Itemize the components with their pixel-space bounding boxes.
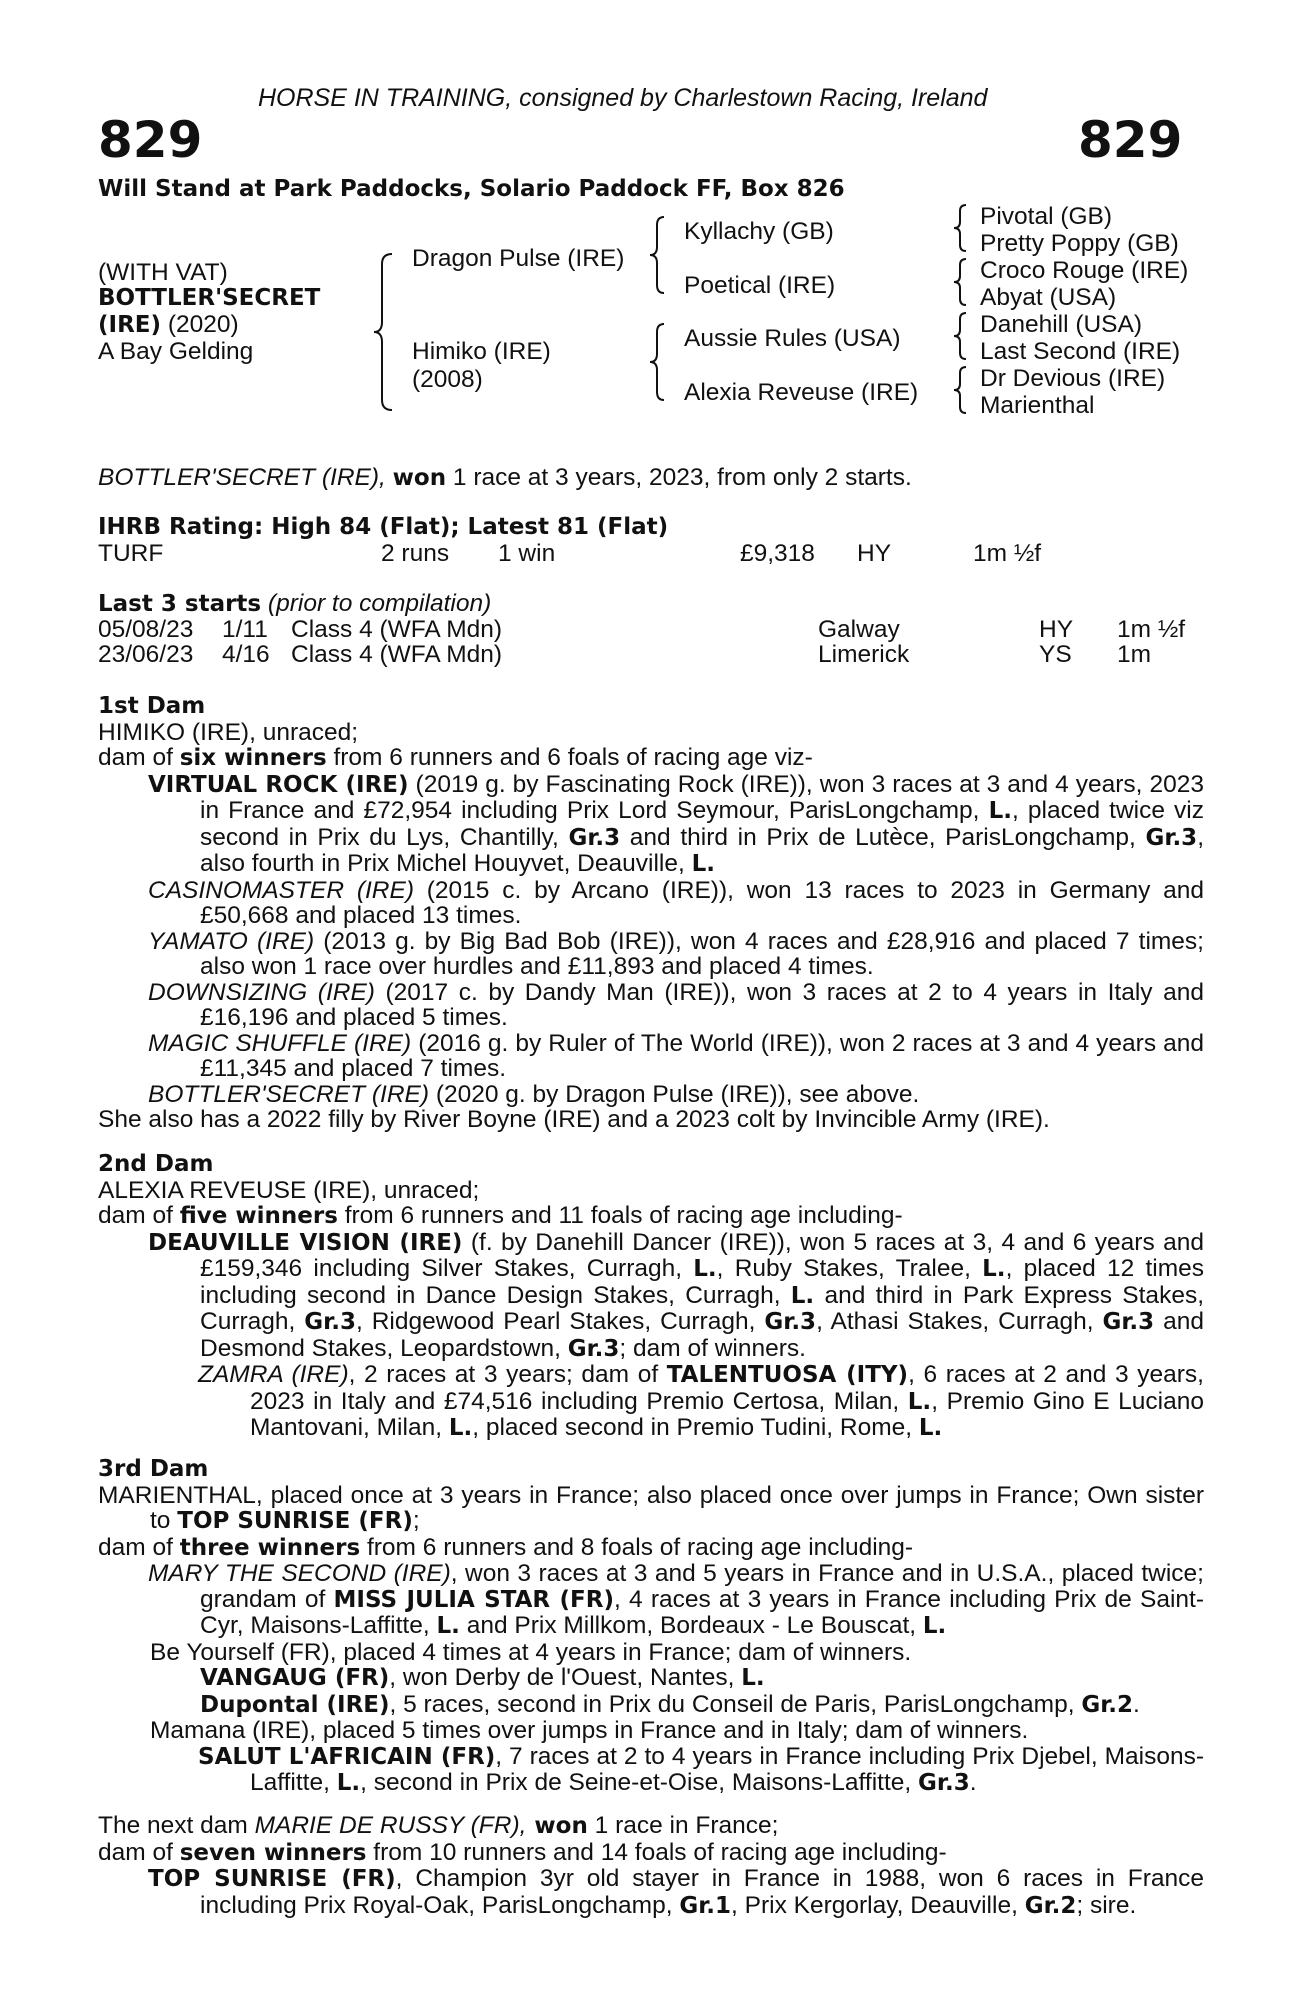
produce-yamato: YAMATO (IRE) (2013 g. by Big Bad Bob (IRE)), won 4 races and £28,916 and placed 7 times; also won 1 race over hurdles and £11,893 and placed 4 times. (148, 927, 1204, 980)
next-dam-section (98, 1813, 1204, 1919)
horse-origin: (IRE) (98, 312, 162, 338)
rating-title: IHRB Rating: High 84 (Flat); Latest 81 (Flat) (98, 514, 669, 540)
rating-wins: 1 win (498, 540, 556, 567)
lot-number-right: 829 (1078, 111, 1183, 169)
rating-distance: 1m ½f (973, 540, 1042, 567)
first-dam-line2: dam of six winners from 6 runners and 6 foals of racing age viz- (98, 744, 813, 771)
start-going-2: YS (1039, 641, 1072, 668)
produce-top-sunrise: TOP SUNRISE (FR), Champion 3yr old stayer in France in 1988, won 6 races in France including Prix Royal-Oak, ParisLongchamp, Gr.1, Prix Kergorlay, Deauville, Gr.2; sire. (148, 1865, 1205, 1919)
first-dam-section (98, 694, 1204, 1133)
start-going-1: HY (1039, 616, 1074, 643)
start-dist-1: 1m ½f (1117, 616, 1186, 643)
pedigree-sdd: Abyat (USA) (980, 284, 1117, 311)
summary-won: won (392, 465, 447, 491)
pedigree-brace-3 (952, 311, 968, 361)
produce-vangaug: VANGAUG (FR), won Derby de l'Ouest, Nantes, L. (200, 1664, 765, 1691)
pedigree-ssd: Pretty Poppy (GB) (980, 230, 1179, 257)
next-dam-line2: dam of seven winners from 10 runners and 14 foals of racing age including- (98, 1838, 947, 1866)
pedigree-sire-dam: Poetical (IRE) (684, 272, 836, 299)
first-dam-line1: HIMIKO (IRE), unraced; (98, 718, 359, 746)
produce-downsizing: DOWNSIZING (IRE) (2017 c. by Dandy Man (IRE)), won 3 races at 2 to 4 years in Italy and £16,196 and placed 5 times. (148, 978, 1204, 1031)
third-dam-line1: MARIENTHAL, placed once at 3 years in France; also placed once over jumps in France; Own sister to TOP SUNRISE (FR); (98, 1481, 1204, 1534)
produce-deauville-vision: DEAUVILLE VISION (IRE) (f. by Danehill Dancer (IRE)), won 5 races at 3, 4 and 6 years and £159,346 including Silver Stakes, Curragh, L., Ruby Stakes, Tralee, L., placed 12 times including second in Dance Design Stakes, Curragh, L. and third in Park Express Stakes, Curragh, Gr.3, Ridgewood Pearl Stakes, Curragh, Gr.3, Athasi Stakes, Curragh, Gr.3 and Desmond Stakes, Leopardstown, Gr.3; dam of winners. (148, 1228, 1204, 1362)
second-dam-title: 2nd Dam (98, 1151, 214, 1177)
start-date-1: 05/08/23 (98, 616, 194, 643)
stand-location: Will Stand at Park Paddocks, Solario Paddock FF, Box 826 (98, 176, 845, 202)
pedigree-dam-year: (2008) (412, 366, 483, 393)
summary-name: BOTTLER'SECRET (IRE), (98, 464, 386, 491)
start-pos-2: 4/16 (222, 641, 270, 668)
start-course-1: Galway (818, 616, 900, 643)
rating-surface: TURF (98, 540, 164, 567)
produce-dupontal: Dupontal (IRE), 5 races, second in Prix du Conseil de Paris, ParisLongchamp, Gr.2. (200, 1690, 1140, 1718)
start-dist-2: 1m (1117, 641, 1152, 668)
start-class-2: Class 4 (WFA Mdn) (291, 641, 503, 668)
pedigree-sss: Pivotal (GB) (980, 203, 1113, 230)
produce-magic-shuffle: MAGIC SHUFFLE (IRE) (2016 g. by Ruler of The World (IRE)), won 2 races at 3 and 4 years and £11,345 and placed 7 times. (148, 1029, 1204, 1082)
pedigree-dss: Danehill (USA) (980, 311, 1143, 338)
last-starts-note: (prior to compilation) (261, 590, 492, 617)
horse-year: (2020) (161, 311, 239, 338)
produce-virtual-rock: VIRTUAL ROCK (IRE) (2019 g. by Fascinating Rock (IRE)), won 3 races at 3 and 4 years, 2023 in France and £72,954 including Prix Lord Seymour, ParisLongchamp, L., placed twice viz second in Prix du Lys, Chantilly, Gr.3 and third in Prix de Lutèce, ParisLongchamp, Gr.3, also fourth in Prix Michel Houyvet, Deauville, L. (148, 770, 1204, 877)
pedigree-sire: Dragon Pulse (IRE) (412, 245, 625, 272)
produce-bottlers-secret: BOTTLER'SECRET (IRE) (2020 g. by Dragon Pulse (IRE)), see above. (148, 1080, 920, 1108)
start-course-2: Limerick (818, 641, 910, 668)
produce-mamana: Mamana (IRE), placed 5 times over jumps in France and in Italy; dam of winners. (150, 1717, 1029, 1744)
pedigree-sds: Croco Rouge (IRE) (980, 257, 1189, 284)
second-dam-line2: dam of five winners from 6 runners and 11 foals of racing age including- (98, 1202, 903, 1229)
pedigree-dsd: Last Second (IRE) (980, 338, 1181, 365)
rating-going: HY (857, 540, 892, 567)
horse-origin-year (98, 312, 239, 339)
vat-note: (WITH VAT) (98, 259, 228, 286)
start-date-2: 23/06/23 (98, 641, 194, 668)
next-dam-line1: The next dam MARIE DE RUSSY (FR), won 1 race in France; (98, 1812, 779, 1839)
last-starts-title: Last 3 starts (98, 591, 262, 617)
pedigree-dam-sire: Aussie Rules (USA) (684, 325, 901, 352)
pedigree-dam-dam: Alexia Reveuse (IRE) (684, 379, 919, 406)
produce-zamra: ZAMRA (IRE), 2 races at 3 years; dam of TALENTUOSA (ITY), 6 races at 2 and 3 years, 2023 in Italy and £74,516 including Premio Certosa, Milan, L., Premio Gino E Luciano Mantovani, Milan, L., placed second in Premio Tudini, Rome, L. (198, 1361, 1204, 1441)
second-dam-section (98, 1152, 1204, 1442)
pedigree-brace-1 (952, 203, 968, 253)
horse-description: A Bay Gelding (98, 338, 254, 365)
pedigree-brace-4 (952, 365, 968, 415)
third-dam-line2: dam of three winners from 6 runners and 8 foals of racing age including- (98, 1533, 914, 1561)
pedigree-brace-sire (648, 215, 666, 295)
first-dam-title: 1st Dam (98, 693, 206, 719)
third-dam-section (98, 1457, 1204, 1797)
rating-prize: £9,318 (740, 540, 815, 567)
pedigree-ddd: Marienthal (980, 392, 1095, 419)
start-pos-1: 1/11 (222, 616, 268, 643)
produce-be-yourself: Be Yourself (FR), placed 4 times at 4 years in France; dam of winners. (150, 1638, 912, 1666)
produce-mary-the-second: MARY THE SECOND (IRE), won 3 races at 3 and 5 years in France and in U.S.A., placed twice; grandam of MISS JULIA STAR (FR), 4 races at 3 years in France including Prix de Saint-Cyr, Maisons-Laffitte, L. and Prix Millkom, Bordeaux - Le Bouscat, L. (148, 1560, 1204, 1639)
pedigree-dam: Himiko (IRE) (412, 338, 551, 365)
start-class-1: Class 4 (WFA Mdn) (291, 616, 503, 643)
pedigree-dds: Dr Devious (IRE) (980, 365, 1166, 392)
horse-name: BOTTLER'SECRET (98, 285, 321, 311)
last-starts-heading (98, 591, 491, 618)
lot-number-left: 829 (98, 111, 203, 169)
pedigree-sire-sire: Kyllachy (GB) (684, 218, 834, 245)
pedigree-brace-dam (648, 322, 666, 402)
produce-casinomaster: CASINOMASTER (IRE) (2015 c. by Arcano (IRE)), won 13 races to 2023 in Germany and £50,668 and placed 13 times. (148, 876, 1204, 929)
third-dam-title: 3rd Dam (98, 1456, 209, 1482)
rating-runs: 2 runs (381, 540, 450, 567)
produce-salut-lafricain: SALUT L'AFRICAIN (FR), 7 races at 2 to 4 years in France including Prix Djebel, Maisons-Laffitte, L., second in Prix de Seine-et-Oise, Maisons-Laffitte, Gr.3. (198, 1742, 1204, 1796)
summary-rest: 1 race at 3 years, 2023, from only 2 starts. (446, 464, 912, 491)
second-dam-line1: ALEXIA REVEUSE (IRE), unraced; (98, 1176, 480, 1204)
consignor-line: HORSE IN TRAINING, consigned by Charlestown Racing, Ireland (258, 84, 988, 112)
first-dam-also: She also has a 2022 filly by River Boyne (IRE) and a 2023 colt by Invincible Army (IRE). (98, 1106, 1050, 1133)
pedigree-brace-main (372, 252, 396, 412)
pedigree-brace-2 (952, 257, 968, 307)
race-summary (98, 465, 912, 492)
